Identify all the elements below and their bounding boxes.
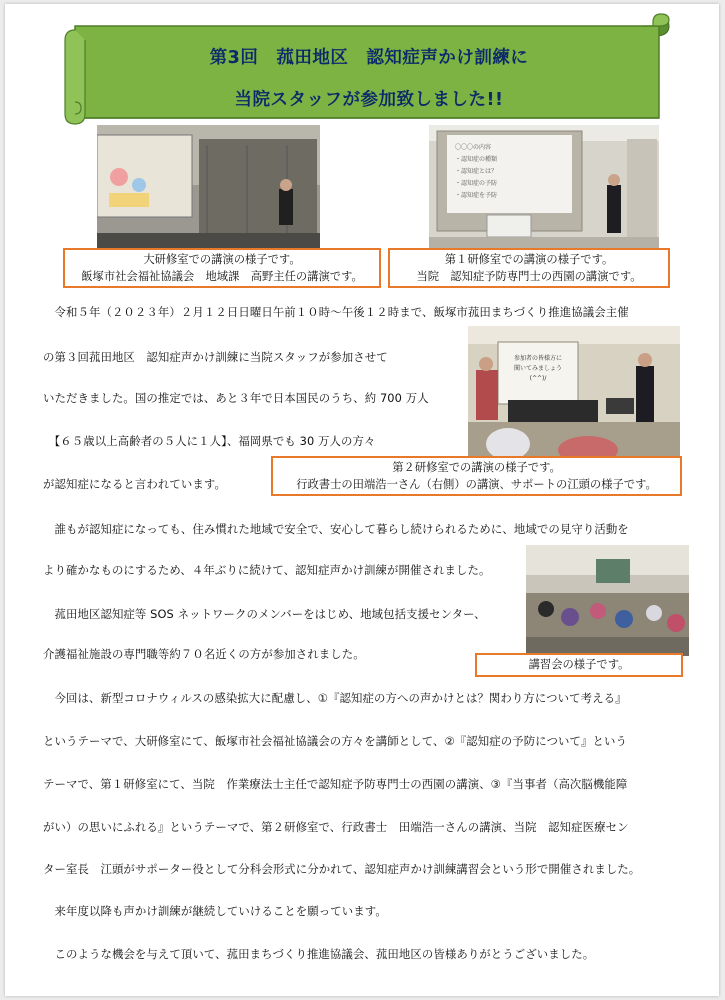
paragraph-line-2: の第３回菰田地区 認知症声かけ訓練に当院スタッフが参加させて xyxy=(43,350,388,364)
caption-photo4 xyxy=(475,653,683,677)
title-banner xyxy=(63,10,675,128)
slide-line-2: ・認知症の種類 xyxy=(455,156,498,163)
photo-large-seminar-room xyxy=(97,125,320,253)
caption-photo3-line1: 第２研修室での講演の様子です。 xyxy=(392,461,561,474)
banner-title-line2: 当院スタッフが参加致しました!! xyxy=(234,90,504,110)
banner-title-line1: 第3回 菰田地区 認知症声かけ訓練に xyxy=(209,48,529,68)
caption-photo1-line2: 飯塚市社会福祉協議会 地域課 高野主任の講演です。 xyxy=(81,270,363,283)
paragraph-line-12: テーマで、第１研修室にて、当院 作業療法士主任で認知症予防専門士の西園の講演、③『当事者（高次脳機能障 xyxy=(43,777,628,791)
slide-line-5: ・認知症を予防 xyxy=(455,192,498,199)
paragraph-line-6: 誰もが認知症になっても、住み慣れた地域で安全で、安心して暮らし続けられるために、地域での見守り活動を xyxy=(43,522,629,536)
photo-second-seminar-room xyxy=(468,326,680,460)
paragraph-line-11: というテーマで、大研修室にて、飯塚市社会福祉協議会の方々を講師として、②『認知症の予防について』という xyxy=(43,734,627,748)
paragraph-line-13: がい）の思いにふれる』というテーマで、第２研修室で、行政書士 田端浩一さんの講演、当院 認知症医療セン xyxy=(43,820,629,834)
paragraph-line-1: 令和５年（２０２３年）２月１２日日曜日午前１０時〜午後１２時まで、飯塚市菰田まちづくり推進協議会主催 xyxy=(43,305,629,319)
document-page xyxy=(5,4,719,996)
paragraph-line-5: が認知症になると言われています。 xyxy=(43,477,226,491)
slide-line-1: 〇〇〇の内容 xyxy=(455,144,492,151)
slide-line-3: ・認知症とは？ xyxy=(455,168,498,175)
paragraph-line-9: 介護福祉施設の専門職等約７０名近くの方が参加されました。 xyxy=(43,647,365,661)
caption-photo3 xyxy=(271,456,682,496)
caption-photo1-line1: 大研修室での講演の様子です。 xyxy=(143,253,301,266)
paragraph-line-7: より確かなものにするため、４年ぶりに続けて、認知症声かけ訓練が開催されました。 xyxy=(43,563,491,577)
paragraph-line-4: 【６５歳以上高齢者の５人に１人】、福岡県でも 30 万人の方々 xyxy=(43,434,376,448)
slide3-line-1: 参加者の皆様方に xyxy=(513,355,563,362)
caption-photo3-line2: 行政書士の田端浩一さん（右側）の講演、サポートの江頭の様子です。 xyxy=(296,478,657,491)
caption-photo1 xyxy=(63,248,381,288)
paragraph-line-16: このような機会を与えて頂いて、菰田まちづくり推進協議会、菰田地区の皆様ありがとうございました。 xyxy=(43,947,595,961)
slide-line-4: ・認知症の予防 xyxy=(455,180,498,187)
photo-first-seminar-room xyxy=(429,125,659,253)
caption-photo2-line1: 第１研修室での講演の様子です。 xyxy=(444,253,614,266)
paragraph-line-10: 今回は、新型コロナウィルスの感染拡大に配慮し、①『認知症の方への声かけとは？関わり方について考える』 xyxy=(43,691,627,705)
slide3-line-2: 聞いてみましょう xyxy=(513,365,563,372)
slide3-line-3: (^^)/ xyxy=(529,375,547,382)
paragraph-line-15: 来年度以降も声かけ訓練が継続していけることを願っています。 xyxy=(43,904,387,918)
photo-workshop xyxy=(526,545,689,656)
caption-photo2 xyxy=(388,248,670,288)
paragraph-line-14: ター室長 江頭がサポーター役として分科会形式に分かれて、認知症声かけ訓練講習会という形で開催されました。 xyxy=(43,862,641,876)
paragraph-line-3: いただきました。国の推定では、あと３年で日本国民のうち、約 700 万人 xyxy=(43,391,429,405)
caption-photo2-line2: 当院 認知症予防専門士の西園の講演です。 xyxy=(416,270,642,283)
paragraph-line-8: 菰田地区認知症等 SOS ネットワークのメンバーをはじめ、地域包括支援センター、 xyxy=(43,607,486,621)
caption-photo4-line1: 講習会の様子です。 xyxy=(528,658,630,671)
